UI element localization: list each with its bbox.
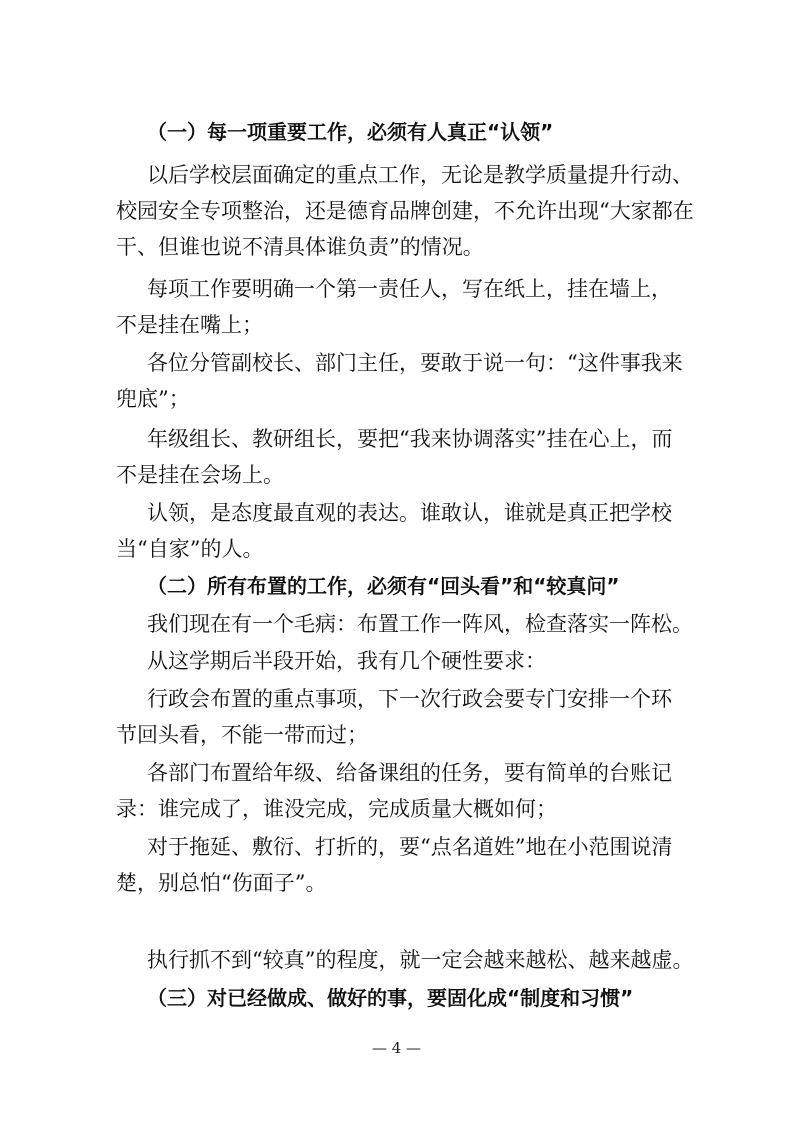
paragraph-line: 录：谁完成了，谁没完成，完成质量大概如何； [116,797,557,821]
paragraph-line: 对于拖延、敷衍、打折的，要“点名道姓”地在小范围说清 [147,835,673,859]
paragraph-line: 楚，别总怕“伤面子”。 [116,871,327,895]
paragraph-line: 校园安全专项整治，还是德育品牌创建，不允许出现“大家都在 [116,199,694,223]
page-number: — 4 — [371,1039,422,1057]
paragraph-line: 执行抓不到“较真”的程度，就一定会越来越松、越来越虚。 [147,948,694,972]
paragraph-line: 各位分管副校长、部门主任，要敢于说一句：“这件事我来 [147,351,683,375]
paragraph-line: 当“自家”的人。 [116,537,264,561]
paragraph-line: 不是挂在会场上。 [116,463,284,487]
paragraph-line: 各部门布置给年级、给备课组的任务，要有简单的台账记 [147,761,672,785]
section-heading-3: （三）对已经做成、做好的事，要固化成“制度和习惯” [147,986,634,1010]
paragraph-line: 从这学期后半段开始，我有几个硬性要求： [147,649,546,673]
section-heading-2: （二）所有布置的工作，必须有“回头看”和“较真问” [147,574,620,598]
paragraph-line: 我们现在有一个毛病：布置工作一阵风，检查落实一阵松。 [147,612,693,636]
paragraph-line: 节回头看，不能一带而过； [116,723,368,747]
paragraph-line: 每项工作要明确一个第一责任人，写在纸上，挂在墙上， [147,277,672,301]
paragraph-line: 年级组长、教研组长，要把“我来协调落实”挂在心上，而 [147,427,673,451]
paragraph-line: 干、但谁也说不清具体谁负责”的情况。 [116,235,484,259]
paragraph-line: 行政会布置的重点事项，下一次行政会要专门安排一个环 [147,687,672,711]
paragraph-line: 兜底”； [116,387,190,411]
paragraph-line: 不是挂在嘴上； [116,313,263,337]
section-heading-1: （一）每一项重要工作，必须有人真正“认领” [147,120,554,144]
paragraph-line: 认领，是态度最直观的表达。谁敢认，谁就是真正把学校 [147,501,672,525]
paragraph-line: 以后学校层面确定的重点工作，无论是教学质量提升行动、 [147,163,693,187]
